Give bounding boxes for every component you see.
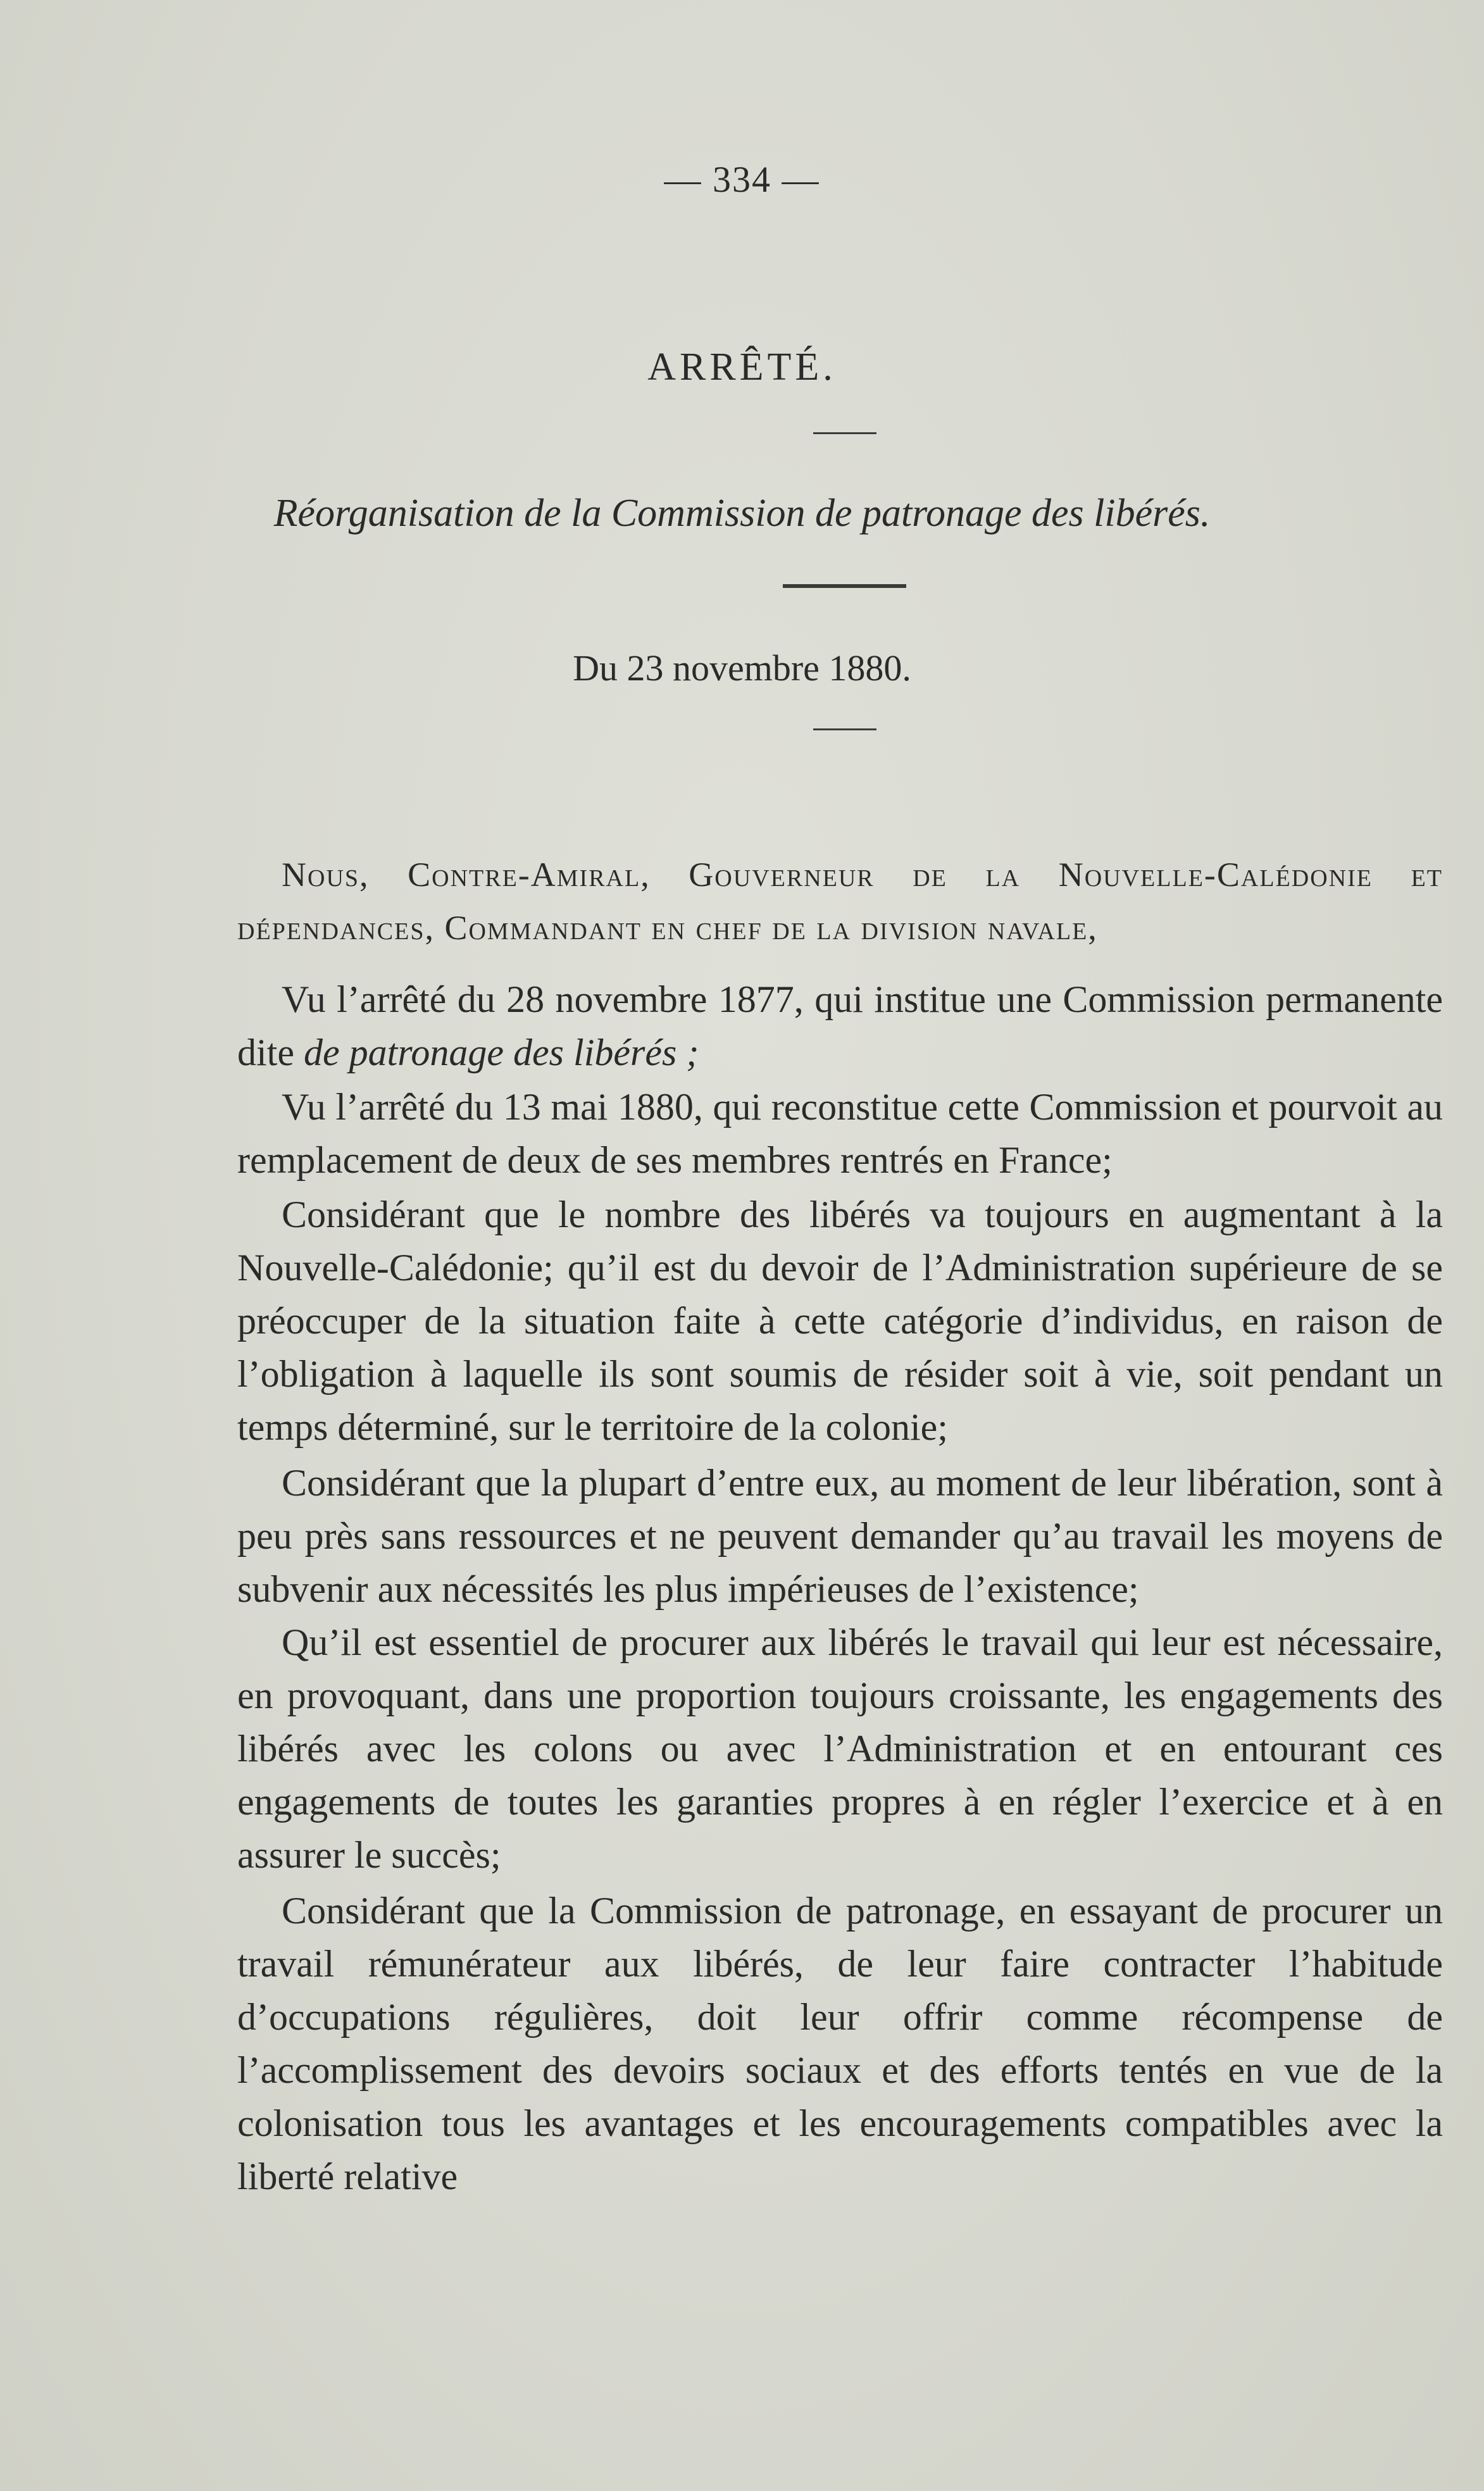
- paragraph-1-text: Vu l’arrêté du 28 novembre 1877, qui institue une Commission permanente dite: [237, 978, 1443, 1073]
- paragraph-6: Considérant que la Commission de patronage, en essayant de procurer un travail rémunérateur aux libérés, de leur faire contracter l’habitude d’occupations régulières, doit leur offrir comme récompense de l’accomplissement des devoirs sociaux et des efforts tentés en vue de la colonisation tous les avantages et les encouragements compatibles avec la liberté relative: [237, 1890, 1443, 2197]
- paragraph-1: [237, 973, 1443, 1079]
- divider-rule: [813, 728, 876, 730]
- paragraph-3: Considérant que le nombre des libérés va toujours en augmentant à la Nouvelle-Calédonie; qu’il est du devoir de l’Administration supérieure de se préoccuper de la situation faite à cette catégorie d’individus, en raison de l’obligation à laquelle ils sont soumis de résider soit à vie, soit pendant un temps déterminé, sur le territoire de la colonie;: [237, 1194, 1443, 1448]
- divider-rule: [813, 432, 876, 434]
- preamble-paragraph: Nous, Contre-Amiral, Gouverneur de la Nouvelle-Calédonie et dépendances, Commandant en chef de la division navale,: [237, 856, 1443, 947]
- divider-rule-thick: [783, 584, 906, 588]
- document-date: Du 23 novembre 1880.: [573, 647, 911, 689]
- paragraph-1-italic: de patronage des libérés ;: [303, 1032, 699, 1073]
- document-subtitle: Réorganisation de la Commission de patronage des libérés.: [273, 492, 1211, 535]
- page-number: — 334 —: [664, 159, 820, 200]
- page-title: ARRÊTÉ.: [647, 346, 837, 389]
- paragraph-5: Qu’il est essentiel de procurer aux libérés le travail qui leur est nécessaire, en provoquant, dans une proportion toujours croissante, les engagements des libérés avec les colons ou avec l’Administration et en entourant ces engagements de toutes les garanties propres à en régler l’exercice et à en assurer le succès;: [237, 1621, 1443, 1876]
- paragraph-4: Considérant que la plupart d’entre eux, au moment de leur libération, sont à peu près sans ressources et ne peuvent demander qu’au travail les moyens de subvenir aux nécessités les plus impérieuses de l’existence;: [237, 1462, 1443, 1610]
- paragraph-2: Vu l’arrêté du 13 mai 1880, qui reconstitue cette Commission et pourvoit au remplacement de deux de ses membres rentrés en France;: [237, 1086, 1443, 1181]
